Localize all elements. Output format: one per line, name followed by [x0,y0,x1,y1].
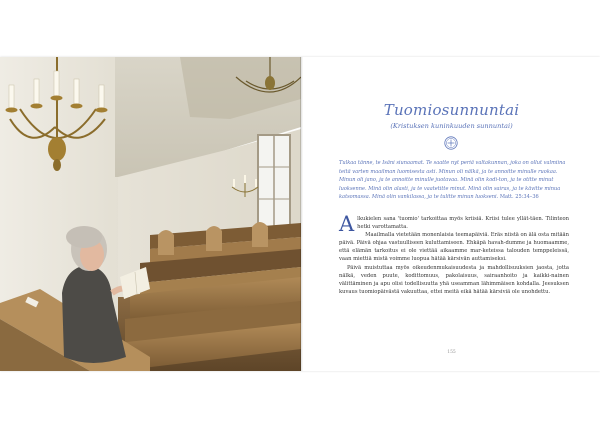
drop-cap: A [339,212,355,236]
page-subtitle: (Kristuksen kuninkuuden sunnuntai) [390,122,513,130]
verse-text: Tulkaa tänne, te Isäni siunaamat. Te saatte nyt periä valtakunnan, joka on ollut valmiina teitä varten maailman luomisesta asti. Minun oli nälkä, ja te annoitte minulle ruokaa. Minun oli jano, ja te annoitte minulle juotavaa. Minä olin kodi-ton, ja te otitte minut luoksenne. Minä olin alasti, ja te vaatetitte minut. Minä olin sairas, ja te kävitte minua katsomassa. Minä olin vankilassa, ja te tulitte minun luokseni. [339,160,566,201]
paragraph-1-text: lkukielen sana 'tuomio' tarkoittaa myös kriisiä. Kriisi tulee yllät-täen. Tilinteon hetki varottamatta. [357,216,569,231]
bible-verse [339,159,569,202]
page-title: Tuomiosunnuntai [383,101,520,119]
text-page [303,57,600,371]
page-number: 155 [447,350,456,355]
paragraph-1 [339,212,569,236]
paragraph-3: Päivä muistuttaa myös oikeudenmukaisuudesta ja mahdollisuuksien jaosta, jotta nälkä, veden puute, kodittomuus, pakolaisuus, sairaanhoito ja kaikki-nainen välittäminen ja apu olisi todellisuutta yhä useamman lähimmäisen kohdalla. Jeesuksen kuvaus tuomiopäivästä vakuuttaa, ettei meitä eikä hätää kärsiviä ole unohdettu. [339,264,569,295]
cross-emblem-icon [444,136,458,150]
paragraph-2: Maailmalla vietetään monenlaisia teemapäiviä. Eräs niistä on älä osta mitään päivä. Päivä ohjaa vastuulliseen kuluttamiseen. Ehkäpä havah-dumme ja huomaamme, että elämän tarkoitus ei ole viettää aikaamme mar-keteissa talouden temppeleissä, vaan miettiä mistä voimme luopua hätää kärsivän auttamiseksi. [339,232,569,263]
verse-reference: Matt. 25:34–36 [499,194,539,201]
body-text [339,212,569,296]
church-interior-photo [0,57,301,371]
book-spread [0,57,600,371]
